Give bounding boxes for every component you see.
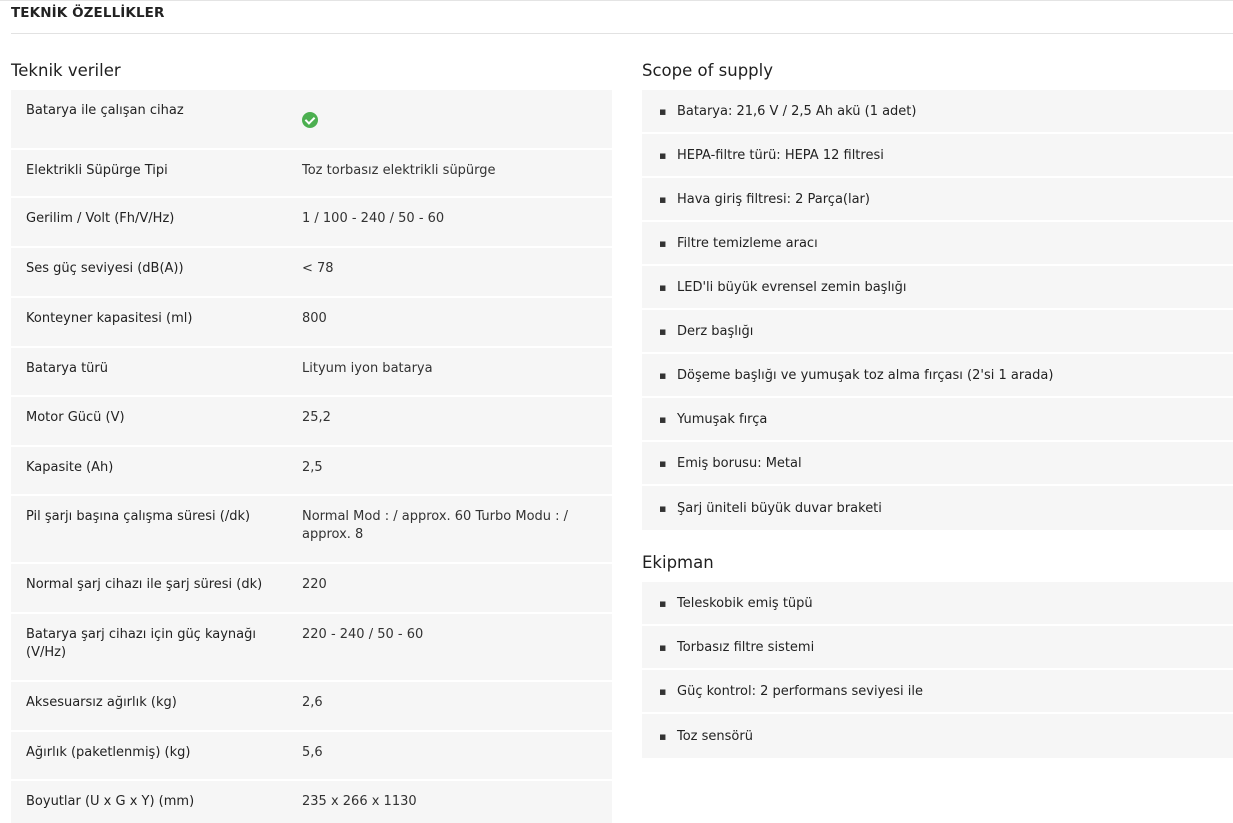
- section-title: TEKNİK ÖZELLİKLER: [11, 5, 165, 21]
- list-item-text: Batarya: 21,6 V / 2,5 Ah akü (1 adet): [677, 103, 917, 119]
- spec-label: Ses güç seviyesi (dB(A)): [26, 261, 184, 276]
- list-item: [642, 582, 1233, 626]
- spec-value: Toz torbasız elektrikli süpürge: [302, 163, 496, 178]
- spec-label: Boyutlar (U x G x Y) (mm): [26, 794, 195, 809]
- list-item: [642, 354, 1233, 398]
- spec-row: [11, 682, 612, 732]
- top-divider: [0, 0, 1233, 1]
- bullet-icon: ▪: [659, 456, 667, 470]
- spec-row: [11, 348, 612, 397]
- spec-label: Ağırlık (paketlenmiş) (kg): [26, 745, 191, 760]
- list-item: [642, 486, 1233, 530]
- list-item-text: Yumuşak fırça: [677, 411, 768, 427]
- list-item: [642, 626, 1233, 670]
- equipment-list: [642, 582, 1233, 758]
- list-item-text: Derz başlığı: [677, 323, 754, 339]
- list-item: [642, 178, 1233, 222]
- spec-value: [302, 102, 602, 148]
- list-item: [642, 310, 1233, 354]
- spec-label: Batarya türü: [26, 361, 109, 376]
- equipment-title: Ekipman: [642, 553, 714, 572]
- list-item-text: Güç kontrol: 2 performans seviyesi ile: [677, 683, 924, 699]
- spec-value: 1 / 100 - 240 / 50 - 60: [302, 211, 445, 226]
- list-item-text: Şarj üniteli büyük duvar braketi: [677, 500, 882, 516]
- technical-data-section: [11, 60, 612, 823]
- spec-value: 235 x 266 x 1130: [302, 794, 417, 809]
- bullet-icon: ▪: [659, 412, 667, 426]
- spec-row: [11, 614, 612, 682]
- bullet-icon: ▪: [659, 236, 667, 250]
- list-item: [642, 398, 1233, 442]
- bullet-icon: ▪: [659, 596, 667, 610]
- list-item: [642, 266, 1233, 310]
- bullet-icon: ▪: [659, 501, 667, 515]
- bullet-icon: ▪: [659, 640, 667, 654]
- spec-value: 220 - 240 / 50 - 60: [302, 627, 424, 642]
- bullet-icon: ▪: [659, 684, 667, 698]
- spec-row: [11, 564, 612, 614]
- spec-label: Batarya şarj cihazı için güç kaynağı (V/Hz): [26, 627, 256, 660]
- spec-row: [11, 90, 612, 150]
- bullet-icon: ▪: [659, 324, 667, 338]
- spec-value: Normal Mod : / approx. 60 Turbo Modu : / approx. 8: [302, 509, 569, 542]
- spec-label: Motor Gücü (V): [26, 410, 125, 425]
- title-divider: [11, 33, 1233, 34]
- scope-of-supply-title: Scope of supply: [642, 61, 774, 80]
- spec-value: 2,6: [302, 695, 323, 710]
- check-circle-icon: [302, 112, 318, 128]
- spec-value: 220: [302, 577, 327, 592]
- spec-label: Elektrikli Süpürge Tipi: [26, 163, 168, 178]
- spec-row: [11, 732, 612, 781]
- list-item: [642, 714, 1233, 758]
- list-item-text: Torbasız filtre sistemi: [677, 639, 815, 655]
- spec-row: [11, 397, 612, 447]
- spec-label: Konteyner kapasitesi (ml): [26, 311, 193, 326]
- spec-value: < 78: [302, 261, 334, 276]
- spec-label: Aksesuarsız ağırlık (kg): [26, 695, 177, 710]
- bullet-icon: ▪: [659, 104, 667, 118]
- spec-label: Kapasite (Ah): [26, 460, 114, 475]
- spec-row: [11, 248, 612, 298]
- spec-value: 2,5: [302, 460, 323, 475]
- list-item-text: Emiş borusu: Metal: [677, 455, 802, 471]
- list-item: [642, 222, 1233, 266]
- list-item: [642, 670, 1233, 714]
- spec-row: [11, 298, 612, 348]
- right-column: [642, 60, 1233, 758]
- spec-value: 800: [302, 311, 327, 326]
- scope-of-supply-list: [642, 90, 1233, 530]
- spec-row: [11, 781, 612, 823]
- list-item-text: Teleskobik emiş tüpü: [677, 595, 813, 611]
- list-item-text: LED'li büyük evrensel zemin başlığı: [677, 279, 907, 295]
- spec-value: 5,6: [302, 745, 323, 760]
- list-item: [642, 134, 1233, 178]
- spec-row: [11, 496, 612, 564]
- spec-value: Lityum iyon batarya: [302, 361, 433, 376]
- list-item-text: Toz sensörü: [677, 728, 753, 744]
- list-item-text: Hava giriş filtresi: 2 Parça(lar): [677, 191, 870, 207]
- bullet-icon: ▪: [659, 192, 667, 206]
- bullet-icon: ▪: [659, 280, 667, 294]
- list-item: [642, 442, 1233, 486]
- spec-row: [11, 198, 612, 248]
- bullet-icon: ▪: [659, 148, 667, 162]
- spec-row: [11, 447, 612, 496]
- bullet-icon: ▪: [659, 368, 667, 382]
- list-item: [642, 90, 1233, 134]
- spec-label: Batarya ile çalışan cihaz: [26, 103, 184, 118]
- list-item-text: HEPA-filtre türü: HEPA 12 filtresi: [677, 147, 884, 163]
- technical-data-title: Teknik veriler: [11, 61, 121, 80]
- spec-label: Normal şarj cihazı ile şarj süresi (dk): [26, 577, 263, 592]
- spec-label: Gerilim / Volt (Fh/V/Hz): [26, 211, 175, 226]
- spec-value: 25,2: [302, 410, 331, 425]
- spec-row: [11, 150, 612, 198]
- list-item-text: Filtre temizleme aracı: [677, 235, 818, 251]
- list-item-text: Döşeme başlığı ve yumuşak toz alma fırçası (2'si 1 arada): [677, 367, 1054, 383]
- spec-table: [11, 90, 612, 823]
- bullet-icon: ▪: [659, 729, 667, 743]
- spec-label: Pil şarjı başına çalışma süresi (/dk): [26, 509, 251, 524]
